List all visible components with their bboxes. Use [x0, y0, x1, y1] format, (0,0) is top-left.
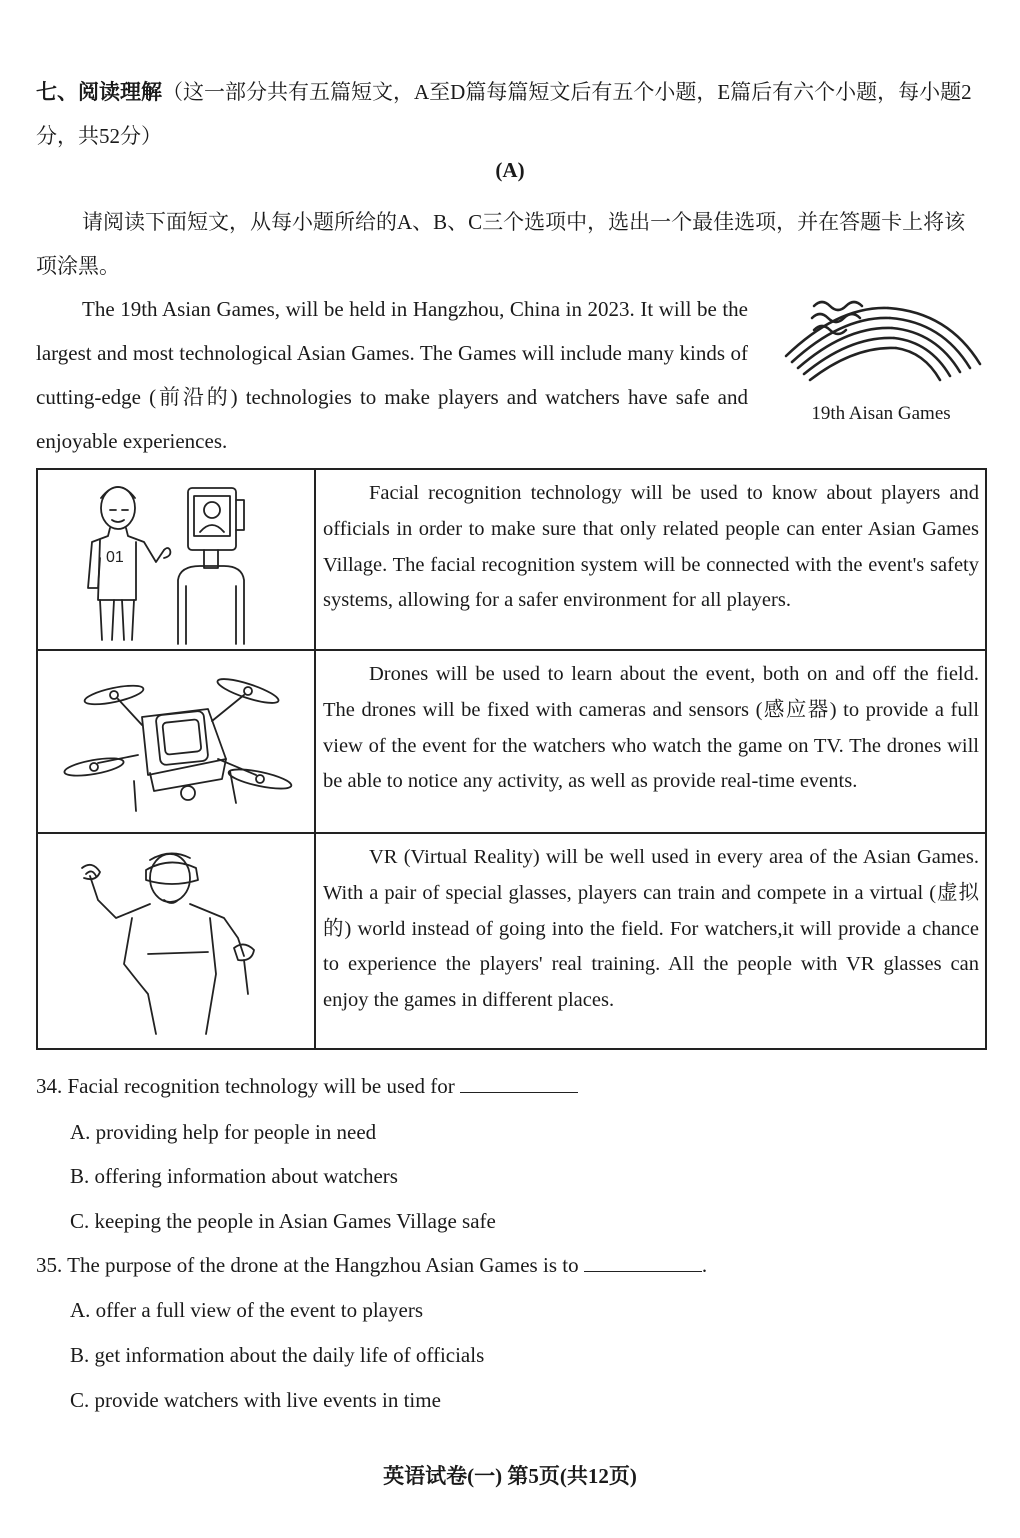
passage-label: (A)	[495, 158, 525, 182]
option-34-a: A. providing help for people in need	[70, 1120, 377, 1144]
table-row	[37, 650, 986, 833]
drone-text: Drones will be used to learn about the event, both on and off the field. The drones will be fixed with cameras and sensors (感应器) to provide a full view of the event for the watchers who watch the game on TV. The drones will be able to notice any activity, as well as provide real-time events.	[323, 663, 979, 793]
question-34	[36, 1072, 578, 1100]
technology-table	[36, 468, 987, 1050]
table-image-cell	[37, 650, 315, 833]
vr-text: VR (Virtual Reality) will be well used in every area of the Asian Games. With a pair of special glasses, players can train and compete in a virtual (虚拟的) world instead of going into the field. For watchers,it will provide a chance to experience the players' real training. All the people with VR glasses can enjoy the games in different places.	[323, 846, 979, 1012]
facial-recognition-illustration	[38, 470, 314, 648]
option-34-b: B. offering information about watchers	[70, 1164, 398, 1188]
question-end: .	[701, 1253, 708, 1277]
section-heading	[36, 70, 986, 158]
answer-blank	[584, 1253, 702, 1272]
instruction-text: 请阅读下面短文，从每小题所给的A、B、C三个选项中，选出一个最佳选项，并在答题卡上将该项涂黑。	[36, 210, 966, 278]
option-35-c: C. provide watchers with live events in time	[70, 1388, 441, 1412]
option-35-a: A. offer a full view of the event to players	[70, 1298, 423, 1322]
facial-recognition-text: Facial recognition technology will be used to know about players and officials in order to make sure that only related people can enter Asian Games Village. The facial recognition system will be connected with the event's safety systems, allowing for a safer environment for all players.	[323, 482, 979, 612]
vr-player-illustration	[38, 834, 314, 1046]
option-35-b: B. get information about the daily life of officials	[70, 1343, 485, 1367]
table-image-cell	[37, 469, 315, 650]
table-text-cell	[315, 650, 986, 833]
question-stem: 35. The purpose of the drone at the Hangzhou Asian Games is to	[36, 1253, 579, 1277]
page-footer: 英语试卷(一) 第5页(共12页)	[383, 1464, 637, 1488]
svg-text:01: 01	[106, 549, 124, 566]
option-34-c: C. keeping the people in Asian Games Village safe	[70, 1209, 496, 1233]
intro-paragraph: The 19th Asian Games, will be held in Hangzhou, China in 2023. It will be the largest and most technological Asian Games. The Games will include many kinds of cutting-edge (前沿的) technologies to make players and watchers have safe and enjoyable experiences.	[36, 297, 748, 453]
question-stem: 34. Facial recognition technology will be used for	[36, 1074, 455, 1098]
table-text-cell	[315, 469, 986, 650]
answer-blank	[460, 1074, 578, 1093]
question-35	[36, 1251, 707, 1279]
table-image-cell	[37, 833, 315, 1049]
section-title: 七、阅读理解	[36, 80, 162, 104]
drone-illustration	[38, 651, 314, 831]
logo-caption: 19th Aisan Games	[811, 403, 951, 424]
table-text-cell	[315, 833, 986, 1049]
table-row	[37, 833, 986, 1049]
section-note: （这一部分共有五篇短文，A至D篇每篇短文后有五个小题，E篇后有六个小题，每小题2分，共52分）	[36, 80, 972, 148]
table-row	[37, 469, 986, 650]
